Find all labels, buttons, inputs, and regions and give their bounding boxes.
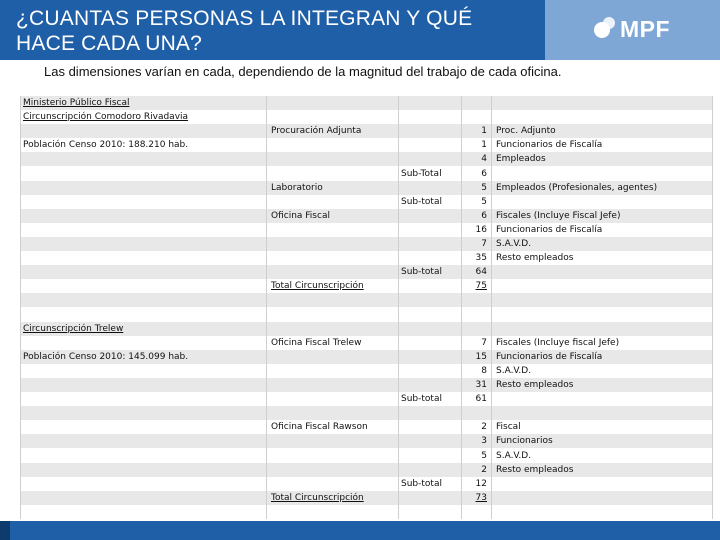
subtotal-label: Sub-total [401, 478, 442, 489]
footer-bar [0, 521, 720, 540]
role-cell: Fiscales (Incluye fiscal Jefe) [496, 337, 620, 348]
count-cell: 61 [475, 394, 487, 405]
role-cell: Funcionarios de Fiscalía [496, 224, 603, 235]
count-cell: 4 [481, 154, 487, 165]
count-cell: 8 [481, 365, 487, 376]
count-cell: 35 [475, 253, 487, 264]
total-trelew-label: Total Circunscripción [271, 492, 364, 503]
circ-comodoro-name: Circunscripción Comodoro Rivadavia [23, 112, 189, 123]
total-comodoro-value: 75 [475, 281, 487, 292]
header-banner [0, 0, 720, 60]
count-cell: 6 [481, 168, 487, 179]
footer-accent [0, 521, 10, 540]
population-comodoro: Población Censo 2010: 188.210 hab. [23, 140, 189, 151]
role-cell: S.A.V.D. [496, 365, 532, 376]
subtotal-label: Sub-total [401, 267, 442, 278]
office-procuracion: Procuración Adjunta [271, 126, 362, 137]
role-cell: Resto empleados [496, 464, 574, 475]
role-cell: S.A.V.D. [496, 239, 532, 249]
subtotal-label: Sub-total [401, 394, 442, 405]
mpf-logo-text: MPF [620, 15, 671, 42]
office-laboratorio: Laboratorio [271, 182, 323, 193]
role-cell: Funcionarios de Fiscalía [496, 140, 603, 151]
count-cell: 5 [481, 182, 487, 193]
count-cell: 1 [481, 140, 487, 151]
count-cell: 31 [475, 380, 487, 390]
role-cell: Fiscal [496, 422, 521, 433]
count-cell: 12 [475, 478, 487, 489]
count-cell: 7 [481, 337, 487, 348]
role-cell: S.A.V.D. [496, 450, 532, 461]
office-fiscal-trelew: Oficina Fiscal Trelew [271, 337, 362, 348]
table-title: Ministerio Público Fiscal [23, 98, 130, 108]
role-cell: Empleados [496, 154, 546, 165]
count-cell: 64 [475, 267, 487, 278]
role-cell: Resto empleados [496, 253, 574, 264]
role-cell: Fiscales (Incluye Fiscal Jefe) [496, 210, 621, 221]
role-cell: Funcionarios de Fiscalía [496, 351, 603, 362]
mpf-logo-icon [592, 16, 618, 42]
count-cell: 15 [475, 351, 487, 362]
count-cell: 3 [481, 436, 487, 447]
office-fiscal: Oficina Fiscal [271, 210, 330, 221]
office-fiscal-rawson: Oficina Fiscal Rawson [271, 422, 368, 433]
page-title: ¿CUANTAS PERSONAS LA INTEGRAN Y QUÉ HACE CADA UNA? [16, 7, 473, 55]
circ-trelew-name: Circunscripción Trelew [23, 323, 124, 334]
total-trelew-value: 73 [475, 492, 487, 503]
subtitle: Las dimensiones varían en cada, dependiendo de la magnitud del trabajo de cada oficina. [44, 64, 562, 79]
count-cell: 6 [481, 210, 487, 221]
mpf-logo [592, 14, 682, 44]
count-cell: 2 [481, 422, 487, 433]
count-cell: 16 [475, 224, 487, 235]
role-cell: Empleados (Profesionales, agentes) [496, 182, 658, 193]
role-cell: Funcionarios [496, 436, 553, 447]
population-trelew: Población Censo 2010: 145.099 hab. [23, 351, 189, 362]
count-cell: 7 [481, 239, 487, 249]
subtotal-label: Sub-Total [401, 168, 442, 179]
count-cell: 2 [481, 464, 487, 475]
count-cell: 5 [481, 450, 487, 461]
staff-table [20, 96, 712, 519]
role-cell: Resto empleados [496, 380, 574, 390]
count-cell: 1 [481, 126, 487, 137]
total-comodoro-label: Total Circunscripción [271, 281, 364, 292]
role-cell: Proc. Adjunto [496, 126, 556, 137]
subtotal-label: Sub-total [401, 196, 442, 207]
count-cell: 5 [481, 196, 487, 207]
